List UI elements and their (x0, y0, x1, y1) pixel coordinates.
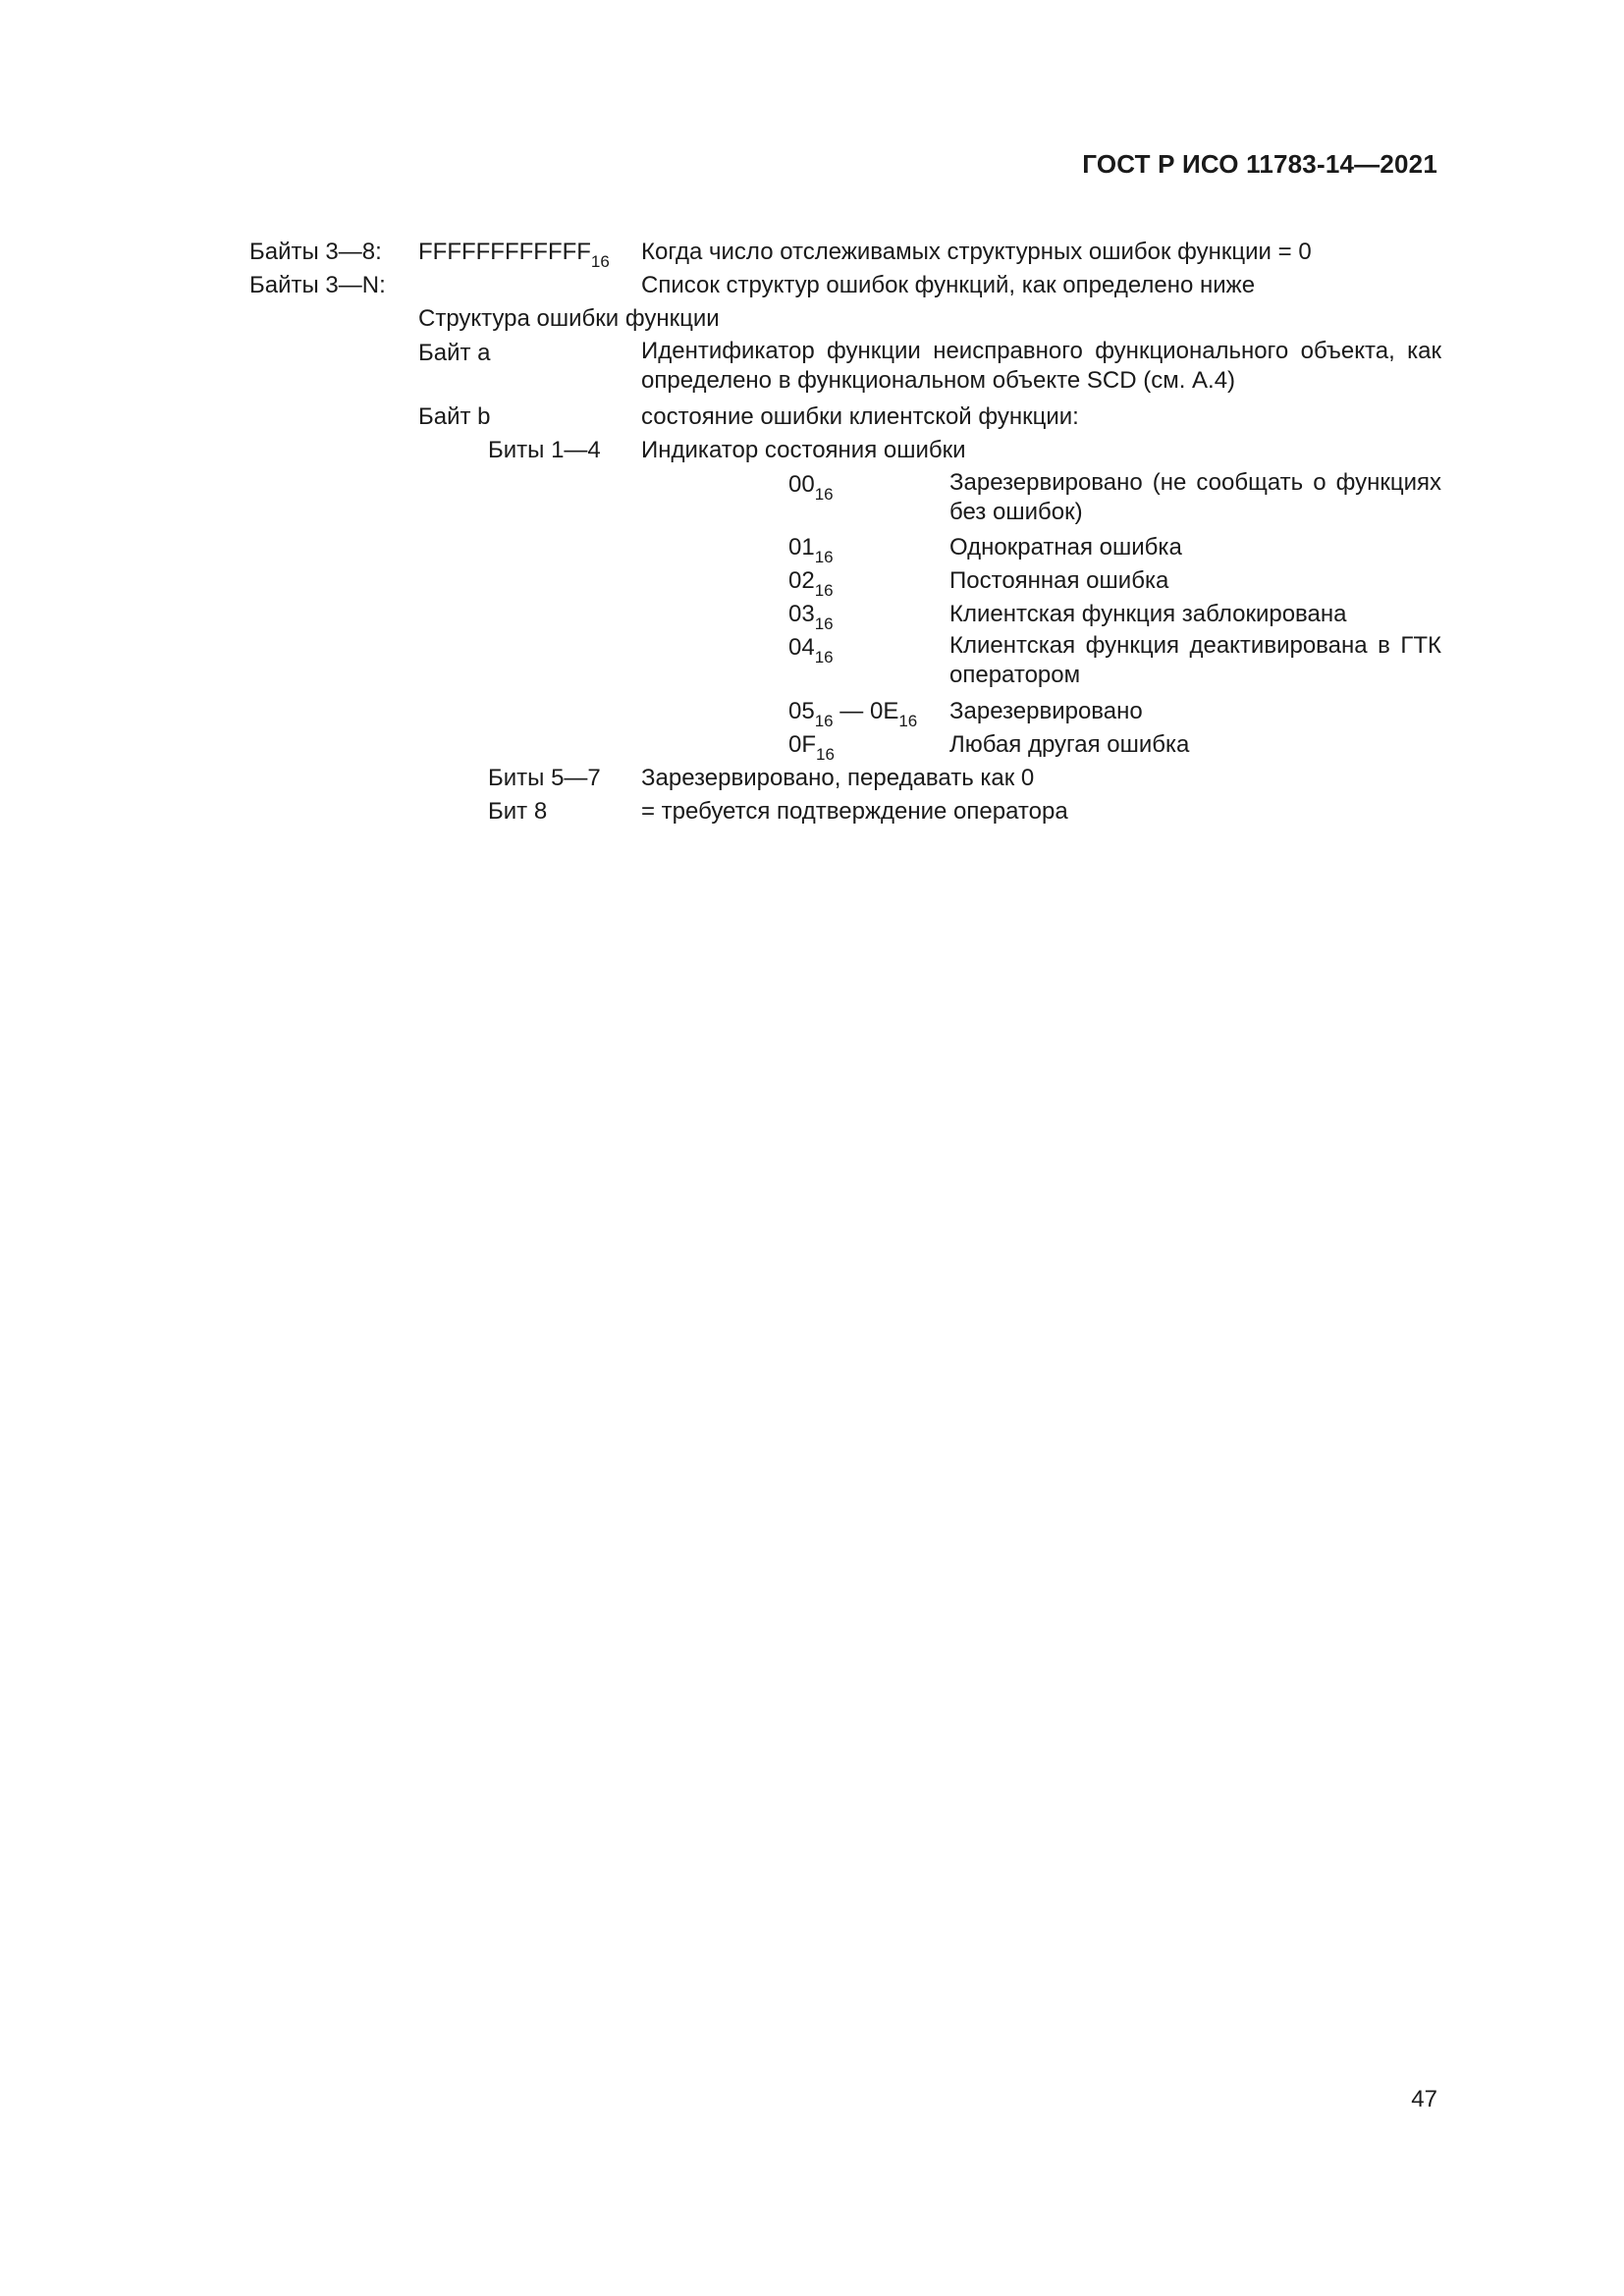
row-label: Байты 3—8: (249, 239, 382, 265)
row-text: Зарезервировано, передавать как 0 (641, 765, 1035, 791)
status-code-range: $05_{16}$ — $0E_{16}$ (788, 698, 918, 730)
row-text: Список структур ошибок функций, как определено ниже (641, 272, 1256, 298)
status-code: $0F_{16}$ (788, 731, 835, 764)
code-subscript: 16 (590, 252, 610, 271)
status-desc: Любая другая ошибка (949, 731, 1190, 758)
status-code: $04_{16}$ (788, 634, 834, 667)
row-text: = требуется подтверждение оператора (641, 798, 1068, 825)
row-text: Когда число отслеживамых структурных ошибок функции = 0 (641, 239, 1312, 265)
status-desc: Однократная ошибка (949, 534, 1182, 561)
status-code: $02_{16}$ (788, 567, 834, 600)
status-desc: Клиентская функция заблокирована (949, 601, 1347, 627)
status-code: $03_{16}$ (788, 601, 834, 633)
row-code (418, 236, 610, 271)
row-label: Биты 1—4 (488, 437, 601, 463)
row-text: Идентификатор функции неисправного функционального объекта, как определено в функциональном объекте SCD (см. A.4) (641, 338, 1441, 394)
status-desc: Зарезервировано (не сообщать о функциях без ошибок) (949, 469, 1441, 525)
status-code: $01_{16}$ (788, 534, 834, 566)
row-label: Байт a (418, 340, 491, 366)
status-desc: Зарезервировано (949, 698, 1143, 724)
status-code: $00_{16}$ (788, 471, 834, 504)
page-number: 47 (1411, 2086, 1437, 2112)
row-label: Биты 5—7 (488, 765, 601, 791)
structure-title: Структура ошибки функции (418, 305, 720, 332)
row-label: Байт b (418, 403, 491, 430)
row-label: Байты 3—N: (249, 272, 386, 298)
status-desc: Клиентская функция деактивирована в ГТК оператором (949, 632, 1441, 688)
status-desc: Постоянная ошибка (949, 567, 1169, 594)
row-text: состояние ошибки клиентской функции: (641, 403, 1079, 430)
row-label: Бит 8 (488, 798, 548, 825)
row-text: Индикатор состояния ошибки (641, 437, 966, 463)
document-header-code: ГОСТ Р ИСО 11783-14—2021 (1082, 149, 1437, 179)
code-value: FFFFFFFFFFFF (418, 239, 591, 265)
